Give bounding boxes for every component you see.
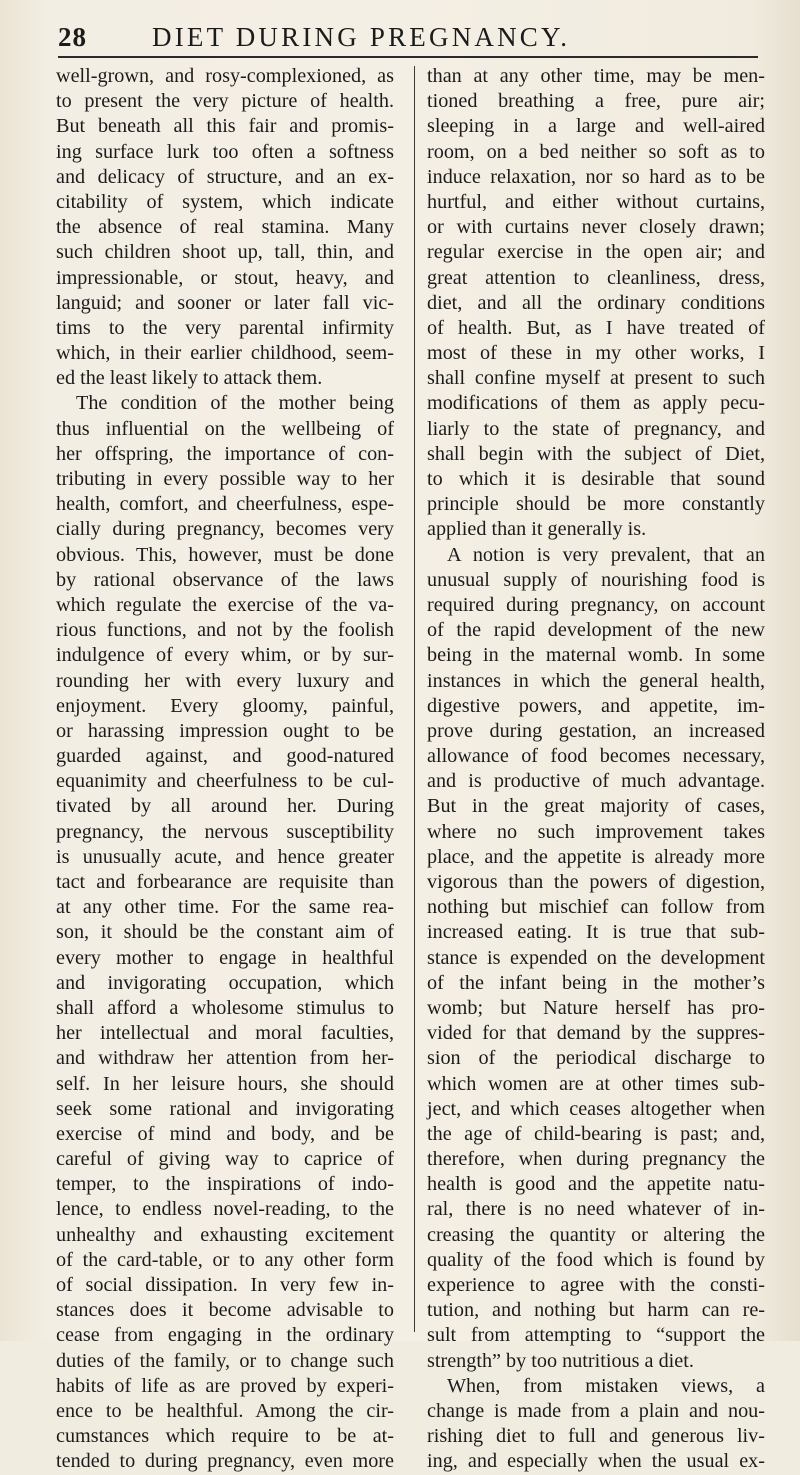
text-line: ence to be healthful. Among the cir- bbox=[56, 1399, 394, 1422]
text-line: change is made from a plain and nou- bbox=[427, 1399, 765, 1422]
text-line: indulgence of every whim, or by sur- bbox=[56, 644, 394, 667]
text-line: tution, and nothing but harm can re- bbox=[427, 1299, 765, 1322]
text-line: such children shoot up, tall, thin, and bbox=[56, 241, 394, 264]
text-line: health is good and the appetite natu- bbox=[427, 1173, 765, 1196]
text-line: unusual supply of nourishing food is bbox=[427, 568, 765, 591]
text-line: unhealthy and exhausting excitement bbox=[56, 1223, 394, 1246]
text-line: where no such improvement takes bbox=[427, 820, 765, 843]
text-line: is unusually acute, and hence greater bbox=[56, 845, 394, 868]
text-line: room, on a bed neither so soft as to bbox=[427, 140, 765, 163]
text-line: stance is expended on the development bbox=[427, 946, 765, 969]
text-line: self. In her leisure hours, she should bbox=[56, 1072, 394, 1095]
text-line: modifications of them as apply pecu- bbox=[427, 392, 765, 415]
text-line: son, it should be the constant aim of bbox=[56, 921, 394, 944]
text-line: pregnancy, the nervous susceptibility bbox=[56, 820, 394, 843]
text-line: tributing in every possible way to her bbox=[56, 468, 394, 490]
text-line: at any other time. For the same rea- bbox=[56, 896, 394, 919]
text-line: of the infant being in the mother’s bbox=[427, 971, 765, 994]
text-line: principle should be more constantly bbox=[427, 493, 765, 516]
text-line: equanimity and cheerfulness to be cul- bbox=[56, 770, 394, 793]
text-line: experience to agree with the consti- bbox=[427, 1274, 765, 1296]
text-line: diet, and all the ordinary conditions bbox=[427, 291, 765, 314]
text-line: induce relaxation, nor so hard as to be bbox=[427, 165, 765, 188]
column-divider bbox=[414, 66, 415, 1332]
text-line: shall begin with the subject of Diet, bbox=[427, 442, 765, 465]
text-line: health, comfort, and cheerfulness, espe- bbox=[56, 493, 394, 516]
text-line: sleeping in a large and well-aired bbox=[427, 115, 765, 138]
text-line: being in the maternal womb. In some bbox=[427, 644, 765, 667]
text-line: her offspring, the importance of con- bbox=[56, 442, 394, 465]
text-line: careful of giving way to caprice of bbox=[56, 1148, 394, 1171]
text-line: increased eating. It is true that sub- bbox=[427, 921, 765, 944]
text-line: tivated by all around her. During bbox=[56, 795, 394, 818]
text-line: tims to the very parental infirmity bbox=[56, 316, 394, 339]
text-line: cease from engaging in the ordinary bbox=[56, 1324, 394, 1347]
text-line: enjoyment. Every gloomy, painful, bbox=[56, 694, 394, 717]
text-line: A notion is very prevalent, that an bbox=[447, 543, 765, 566]
text-line: applied than it generally is. bbox=[427, 518, 647, 541]
right-text-column bbox=[427, 64, 765, 1475]
text-line: which, in their earlier childhood, seem- bbox=[56, 342, 394, 365]
text-line: stances does it become advisable to bbox=[56, 1299, 394, 1322]
text-line: great attention to cleanliness, dress, bbox=[427, 266, 765, 289]
text-line: her intellectual and moral faculties, bbox=[56, 1022, 394, 1045]
text-line: prove during gestation, an increased bbox=[427, 719, 765, 742]
text-line: and withdraw her attention from her- bbox=[56, 1047, 394, 1070]
header-rule bbox=[58, 56, 758, 58]
text-line: vigorous than the powers of digestion, bbox=[427, 871, 765, 893]
text-line: tact and forbearance are requisite than bbox=[56, 871, 394, 893]
text-line: But in the great majority of cases, bbox=[427, 795, 765, 818]
text-line: the absence of real stamina. Many bbox=[56, 216, 394, 239]
text-line: cially during pregnancy, becomes very bbox=[56, 518, 394, 541]
text-line: therefore, when during pregnancy the bbox=[427, 1148, 765, 1171]
text-line: cumstances which require to be at- bbox=[56, 1425, 394, 1448]
text-line: to present the very picture of health. bbox=[56, 90, 394, 113]
page-header bbox=[58, 18, 758, 58]
text-line: well-grown, and rosy-complexioned, as bbox=[56, 65, 394, 87]
text-line: But beneath all this fair and promis- bbox=[56, 115, 394, 138]
text-line: womb; but Nature herself has pro- bbox=[427, 996, 765, 1019]
text-line: impressionable, or stout, heavy, and bbox=[56, 266, 394, 289]
text-line: of the card-table, or to any other form bbox=[56, 1248, 394, 1271]
text-line: ed the least likely to attack them. bbox=[56, 367, 323, 390]
text-line: rious functions, and not by the foolish bbox=[56, 619, 394, 642]
text-line: hurtful, and either without curtains, bbox=[427, 190, 765, 213]
text-line: lence, to endless novel-reading, to the bbox=[56, 1198, 394, 1221]
text-line: When, from mistaken views, a bbox=[447, 1374, 765, 1397]
text-line: tioned breathing a free, pure air; bbox=[427, 90, 765, 113]
text-line: instances in which the general health, bbox=[427, 669, 765, 692]
text-line: thus influential on the wellbeing of bbox=[56, 417, 394, 440]
text-line: The condition of the mother being bbox=[76, 392, 394, 415]
text-line: seek some rational and invigorating bbox=[56, 1097, 394, 1120]
text-line: liarly to the state of pregnancy, and bbox=[427, 417, 765, 440]
text-line: citability of system, which indicate bbox=[56, 190, 394, 213]
text-line: ject, and which ceases altogether when bbox=[427, 1097, 765, 1120]
text-line: and invigorating occupation, which bbox=[56, 971, 394, 994]
text-line: every mother to engage in healthful bbox=[56, 946, 394, 969]
text-line: languid; and sooner or later fall vic- bbox=[56, 291, 394, 314]
text-line: by rational observance of the laws bbox=[56, 568, 394, 591]
text-line: nothing but mischief can follow from bbox=[427, 896, 765, 919]
text-line: and is productive of much advantage. bbox=[427, 770, 765, 793]
text-line: most of these in my other works, I bbox=[427, 342, 765, 365]
text-line: ing surface lurk too often a softness bbox=[56, 140, 394, 163]
text-line: regular exercise in the open air; and bbox=[427, 241, 765, 264]
text-line: strength” by too nutritious a diet. bbox=[427, 1349, 694, 1372]
text-line: allowance of food becomes necessary, bbox=[427, 745, 765, 768]
text-line: ral, there is no need whatever of in- bbox=[427, 1198, 765, 1221]
text-line: habits of life as are proved by experi- bbox=[56, 1374, 394, 1397]
text-line: guarded against, and good-natured bbox=[56, 745, 394, 768]
text-line: duties of the family, or to change such bbox=[56, 1349, 394, 1372]
text-line: or with curtains never closely drawn; bbox=[427, 216, 765, 239]
text-line: obvious. This, however, must be done bbox=[56, 543, 394, 566]
text-line: of health. But, as I have treated of bbox=[427, 316, 765, 339]
text-line: shall confine myself at present to such bbox=[427, 367, 765, 390]
text-line: tended to during pregnancy, even more bbox=[56, 1450, 394, 1473]
text-line: ing, and especially when the usual ex- bbox=[427, 1450, 765, 1473]
text-line: sion of the periodical discharge to bbox=[427, 1047, 765, 1070]
text-line: of social dissipation. In very few in- bbox=[56, 1274, 394, 1296]
text-line: rounding her with every luxury and bbox=[56, 669, 394, 692]
text-line: sult from attempting to “support the bbox=[427, 1324, 765, 1347]
text-line: rishing diet to full and generous liv- bbox=[427, 1425, 765, 1448]
text-line: which regulate the exercise of the va- bbox=[56, 593, 394, 616]
text-line: required during pregnancy, on account bbox=[427, 593, 765, 616]
text-line: of the rapid development of the new bbox=[427, 619, 765, 642]
text-line: place, and the appetite is already more bbox=[427, 845, 765, 868]
text-line: and delicacy of structure, and an ex- bbox=[56, 165, 394, 188]
text-line: creasing the quantity or altering the bbox=[427, 1223, 765, 1246]
text-line: quality of the food which is found by bbox=[427, 1248, 765, 1271]
text-line: which women are at other times sub- bbox=[427, 1072, 765, 1095]
text-line: digestive powers, and appetite, im- bbox=[427, 694, 765, 717]
text-line: shall afford a wholesome stimulus to bbox=[56, 996, 394, 1019]
text-line: the age of child-bearing is past; and, bbox=[427, 1122, 765, 1145]
text-line: or harassing impression ought to be bbox=[56, 719, 394, 742]
text-line: than at any other time, may be men- bbox=[427, 65, 765, 87]
left-text-column bbox=[56, 64, 394, 1475]
page-number: 28 bbox=[58, 22, 87, 52]
text-line: to which it is desirable that sound bbox=[427, 468, 765, 490]
running-title: DIET DURING PREGNANCY. bbox=[152, 22, 571, 52]
text-line: temper, to the inspirations of indo- bbox=[56, 1173, 394, 1196]
text-line: exercise of mind and body, and be bbox=[56, 1122, 394, 1145]
text-line: vided for that demand by the suppres- bbox=[427, 1022, 765, 1045]
